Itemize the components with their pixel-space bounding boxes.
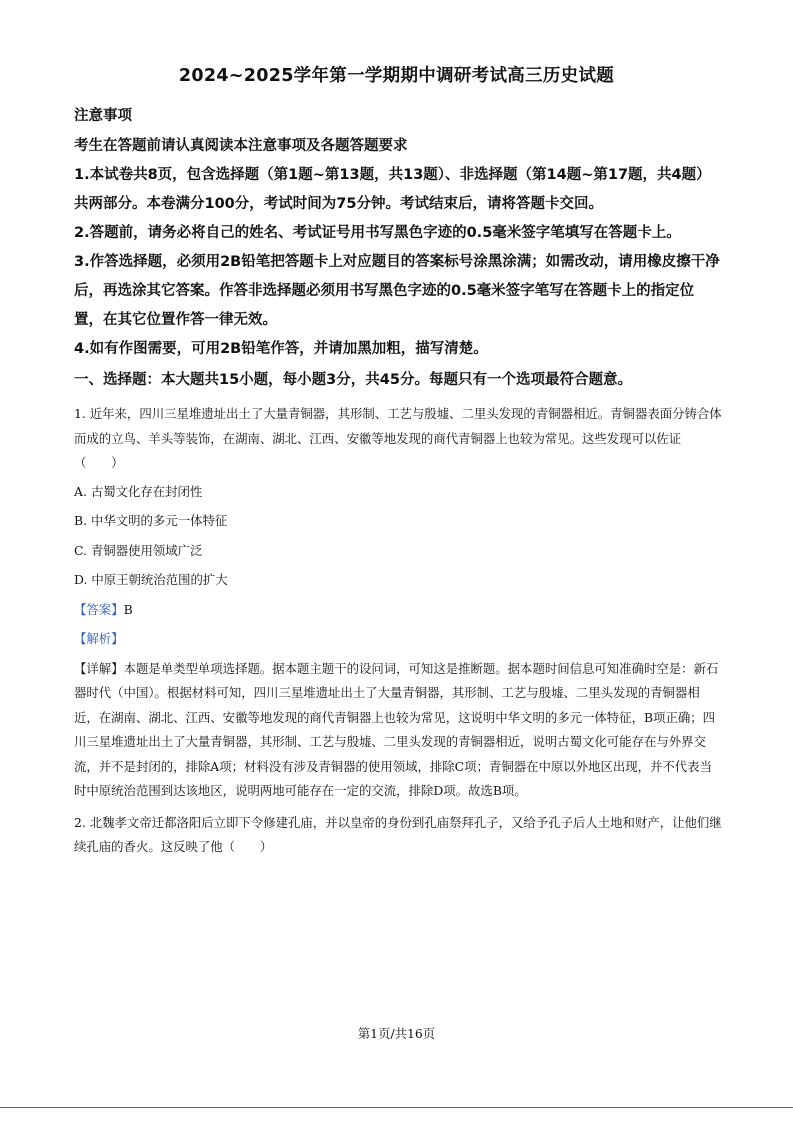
detail-text: 本题是单类型单项选择题。据本题主题干的设问词，可知这是推断题。据本题时间信息可知准确时空是：新石器时代（中国）。根据材料可知，四川三星堆遗址出土了大量青铜器，其形制、工艺与殷墟、二里头发现的青铜器相近，在湖南、湖北、江西、安徽等地发现的商代青铜器上也较为常见，这说明中华文明的多元一体特征，B项正确；四川三星堆遗址出土了大量青铜器，其形制、工艺与殷墟、二里头发现的青铜器相近，说明古蜀文化可能存在与外界交流，并不是封闭的，排除A项；材料没有涉及青铜器的使用领域，排除C项；青铜器在中原以外地区出现，并不代表当时中原统治范围到达该地区，说明两地可能存在一定的交流，排除D项。故选B项。 bbox=[74, 660, 719, 798]
question-1-option-b: B. 中华文明的多元一体特征 bbox=[74, 513, 228, 528]
notice-item-4: 4.如有作图需要，可用2B铅笔作答，并请加黑加粗，描写清楚。 bbox=[74, 341, 488, 357]
explanation-label: 【解析】 bbox=[74, 631, 124, 646]
answer-label: 【答案】 bbox=[74, 601, 124, 617]
page-content bbox=[74, 106, 722, 860]
answer-value: B bbox=[123, 601, 133, 617]
question-2-stem: 2. 北魏孝文帝迁都洛阳后立即下令修建孔庙，并以皇帝的身份到孔庙祭拜孔子，又给予孔子后人土地和财产，让他们继续孔庙的香火。这反映了他（ ） bbox=[74, 814, 722, 854]
page-title: 2024~2025学年第一学期期中调研考试高三历史试题 bbox=[178, 66, 615, 86]
question-1-option-d: D. 中原王朝统治范围的扩大 bbox=[74, 572, 228, 587]
bottom-divider bbox=[0, 1107, 793, 1108]
notice-intro: 考生在答题前请认真阅读本注意事项及各题答题要求 bbox=[74, 138, 408, 154]
question-1-detail bbox=[74, 657, 722, 804]
question-1-option-c: C. 青铜器使用领域广泛 bbox=[74, 542, 203, 558]
notice-item-2: 2.答题前，请务必将自己的姓名、考试证号用书写黑色字迹的0.5毫米签字笔填写在答题卡上。 bbox=[74, 225, 681, 241]
question-1-stem: 1. 近年来，四川三星堆遗址出土了大量青铜器，其形制、工艺与殷墟、二里头发现的青铜器相近。青铜器表面分铸合体而成的立鸟、羊头等装饰，在湖南、湖北、江西、安徽等地发现的商代青铜器上也较为常见。这些发现可以佐证（ ） bbox=[74, 406, 722, 470]
detail-label: 【详解】 bbox=[74, 660, 124, 676]
notice-heading: 注意事项 bbox=[74, 108, 132, 124]
notice-item-3: 3.作答选择题，必须用2B铅笔把答题卡上对应题目的答案标号涂黑涂满；如需改动，请用橡皮擦干净后，再选涂其它答案。作答非选择题必须用书写黑色字迹的0.5毫米签字笔写在答题卡上的指定位置，在其它位置作答一律无效。 bbox=[74, 254, 720, 328]
question-1-answer bbox=[74, 598, 722, 623]
question-1-option-a: A. 古蜀文化存在封闭性 bbox=[74, 483, 203, 499]
notice-item-1: 1.本试卷共8页，包含选择题（第1题~第13题，共13题）、非选择题（第14题~第17题，共4题）共两部分。本卷满分100分，考试时间为75分钟。考试结束后，请将答题卡交回。 bbox=[74, 167, 711, 212]
page-footer: 第1页/共16页 bbox=[357, 1026, 436, 1041]
section-heading: 一、选择题：本大题共15小题，每小题3分，共45分。每题只有一个选项最符合题意。 bbox=[74, 372, 632, 388]
